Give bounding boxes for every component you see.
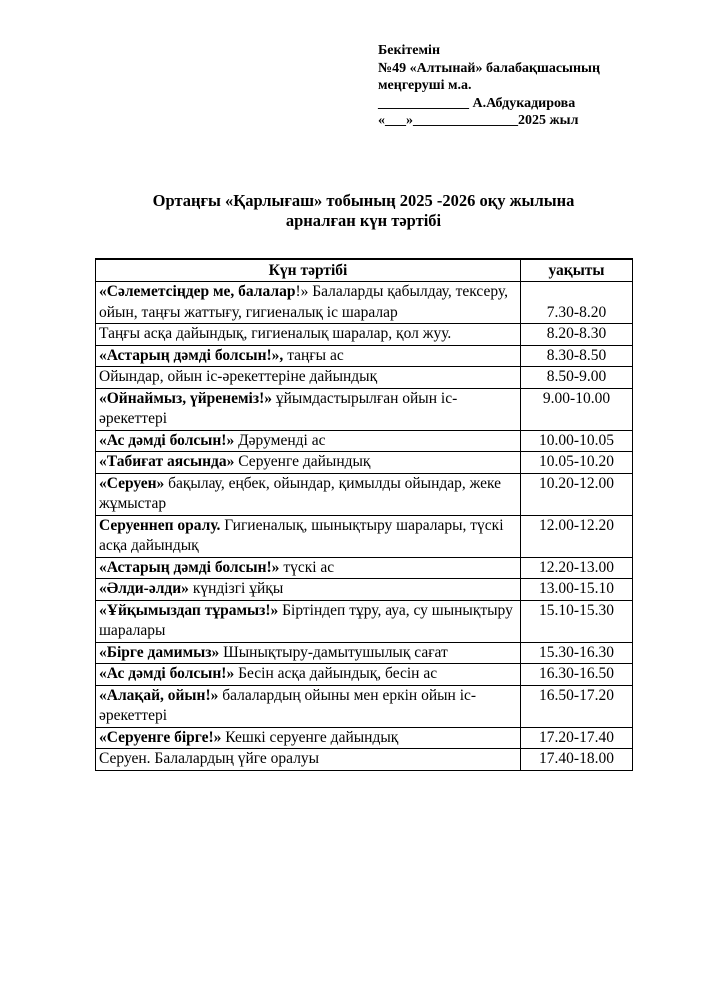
- activity-cell: [96, 579, 521, 601]
- activity-text: бақылау, еңбек, ойындар, қимылды ойындар, жеке жұмыстар: [99, 474, 502, 512]
- table-row: [96, 600, 633, 642]
- table-row: [96, 345, 633, 367]
- activity-text: ұйымдастырылған ойын іс-әрекеттері: [99, 389, 458, 427]
- approval-block: [378, 42, 600, 130]
- table-row: [96, 664, 633, 686]
- time-cell: 10.05-10.20: [521, 452, 633, 474]
- activity-cell: [96, 664, 521, 686]
- activity-cell: [96, 324, 521, 346]
- table-row: [96, 282, 633, 324]
- column-header-time: уақыты: [521, 259, 633, 282]
- page-title-line-2: арналған күн тәртібі: [285, 210, 442, 230]
- page-title: [95, 191, 632, 230]
- table-row: [96, 749, 633, 771]
- activity-cell: [96, 515, 521, 557]
- activity-cell: [96, 557, 521, 579]
- table-row: [96, 388, 633, 430]
- activity-text: Ойындар, ойын іс-әрекеттеріне дайындық: [99, 368, 378, 385]
- activity-cell: [96, 388, 521, 430]
- approval-line-date: «___»_______________2025 жыл: [378, 113, 579, 128]
- table-row: [96, 324, 633, 346]
- approval-line-stamp: Бекітемін: [378, 43, 441, 58]
- activity-bold-label: «Ас дәмді болсын!»: [99, 665, 235, 682]
- activity-cell: [96, 367, 521, 389]
- activity-bold-label: «Әлди-әлди»: [99, 580, 189, 597]
- activity-bold-label: «Астарың дәмді болсын!»,: [99, 346, 284, 364]
- activity-cell: [96, 452, 521, 474]
- approval-line-position: меңгеруші м.а.: [378, 78, 472, 93]
- activity-text: Таңғы асқа дайындық, гигиеналық шаралар, қол жуу.: [99, 325, 452, 342]
- table-header-row: [96, 259, 633, 282]
- time-cell: 15.30-16.30: [521, 642, 633, 664]
- activity-text: Бесін асқа дайындық, бесін ас: [234, 665, 438, 682]
- activity-cell: [96, 749, 521, 771]
- activity-bold-label: Серуеннеп оралу.: [99, 516, 221, 534]
- time-cell: 15.10-15.30: [521, 600, 633, 642]
- activity-bold-label: «Ұйқымыздап тұрамыз!»: [99, 601, 279, 619]
- activity-text: таңғы ас: [283, 346, 344, 364]
- activity-bold-label: «Алақай, ойын!»: [99, 686, 219, 704]
- schedule-table: [95, 258, 633, 771]
- activity-bold-label: «Серуен»: [99, 474, 165, 492]
- table-row: [96, 473, 633, 515]
- activity-cell: [96, 642, 521, 664]
- time-cell: 10.20-12.00: [521, 473, 633, 515]
- time-cell: 17.40-18.00: [521, 749, 633, 771]
- table-row: [96, 430, 633, 452]
- activity-cell: [96, 727, 521, 749]
- activity-bold-label: «Астарың дәмді болсын!»: [99, 558, 280, 576]
- time-cell: 16.30-16.50: [521, 664, 633, 686]
- time-cell: 17.20-17.40: [521, 727, 633, 749]
- activity-text: Дәруменді ас: [234, 431, 326, 449]
- activity-text: Кешкі серуенге дайындық: [221, 728, 399, 746]
- table-row: [96, 579, 633, 601]
- time-cell: 9.00-10.00: [521, 388, 633, 430]
- activity-text: Серуенге дайындық: [234, 453, 371, 470]
- activity-cell: [96, 685, 521, 727]
- activity-bold-label: «Сәлеметсіңдер ме, балалар: [99, 283, 296, 300]
- schedule-table-body: [96, 282, 633, 771]
- table-row: [96, 557, 633, 579]
- activity-cell: [96, 473, 521, 515]
- time-cell: 8.50-9.00: [521, 367, 633, 389]
- table-row: [96, 727, 633, 749]
- activity-text: түскі ас: [279, 558, 335, 576]
- activity-text: балалардың ойыны мен еркін ойын іс-әрекеттері: [99, 686, 477, 724]
- time-cell: 16.50-17.20: [521, 685, 633, 727]
- table-row: [96, 452, 633, 474]
- time-cell: 13.00-15.10: [521, 579, 633, 601]
- time-cell: 12.00-12.20: [521, 515, 633, 557]
- table-row: [96, 642, 633, 664]
- activity-text: Шынықтыру-дамытушылық сағат: [219, 643, 448, 661]
- activity-cell: [96, 430, 521, 452]
- activity-bold-label: «Ойнаймыз, үйренеміз!»: [99, 389, 272, 407]
- activity-cell: [96, 600, 521, 642]
- activity-cell: [96, 345, 521, 367]
- approval-line-signature: _____________ А.Абдукадирова: [378, 95, 576, 111]
- table-row: [96, 367, 633, 389]
- time-cell: 12.20-13.00: [521, 557, 633, 579]
- activity-text: күндізгі ұйқы: [188, 580, 284, 597]
- approval-line-institution: №49 «Алтынай» балабақшасының: [378, 60, 601, 76]
- time-cell: 8.20-8.30: [521, 324, 633, 346]
- activity-bold-label: «Табиғат аясында»: [99, 453, 235, 470]
- activity-text: Біртіндеп тұру, ауа, су шынықтыру шаралары: [99, 601, 513, 639]
- time-cell: 10.00-10.05: [521, 430, 633, 452]
- table-row: [96, 685, 633, 727]
- table-row: [96, 515, 633, 557]
- activity-bold-label: «Серуенге бірге!»: [99, 728, 222, 746]
- column-header-activity: Күн тәртібі: [96, 259, 521, 282]
- activity-bold-label: «Бірге дамимыз»: [99, 643, 220, 661]
- time-cell: 8.30-8.50: [521, 345, 633, 367]
- page-title-line-1: Ортаңғы «Қарлығаш» тобының 2025 -2026 оқу жылына: [152, 191, 575, 210]
- time-cell: 7.30-8.20: [521, 282, 633, 324]
- activity-text: !» Балаларды қабылдау, тексеру, ойын, таңғы жаттығу, гигиеналық іс шаралар: [99, 283, 508, 321]
- activity-cell: [96, 282, 521, 324]
- activity-text: Гигиеналық, шынықтыру шаралары, түскі асқа дайындық: [99, 516, 504, 554]
- activity-bold-label: «Ас дәмді болсын!»: [99, 431, 235, 449]
- activity-text: Серуен. Балалардың үйге оралуы: [99, 750, 320, 767]
